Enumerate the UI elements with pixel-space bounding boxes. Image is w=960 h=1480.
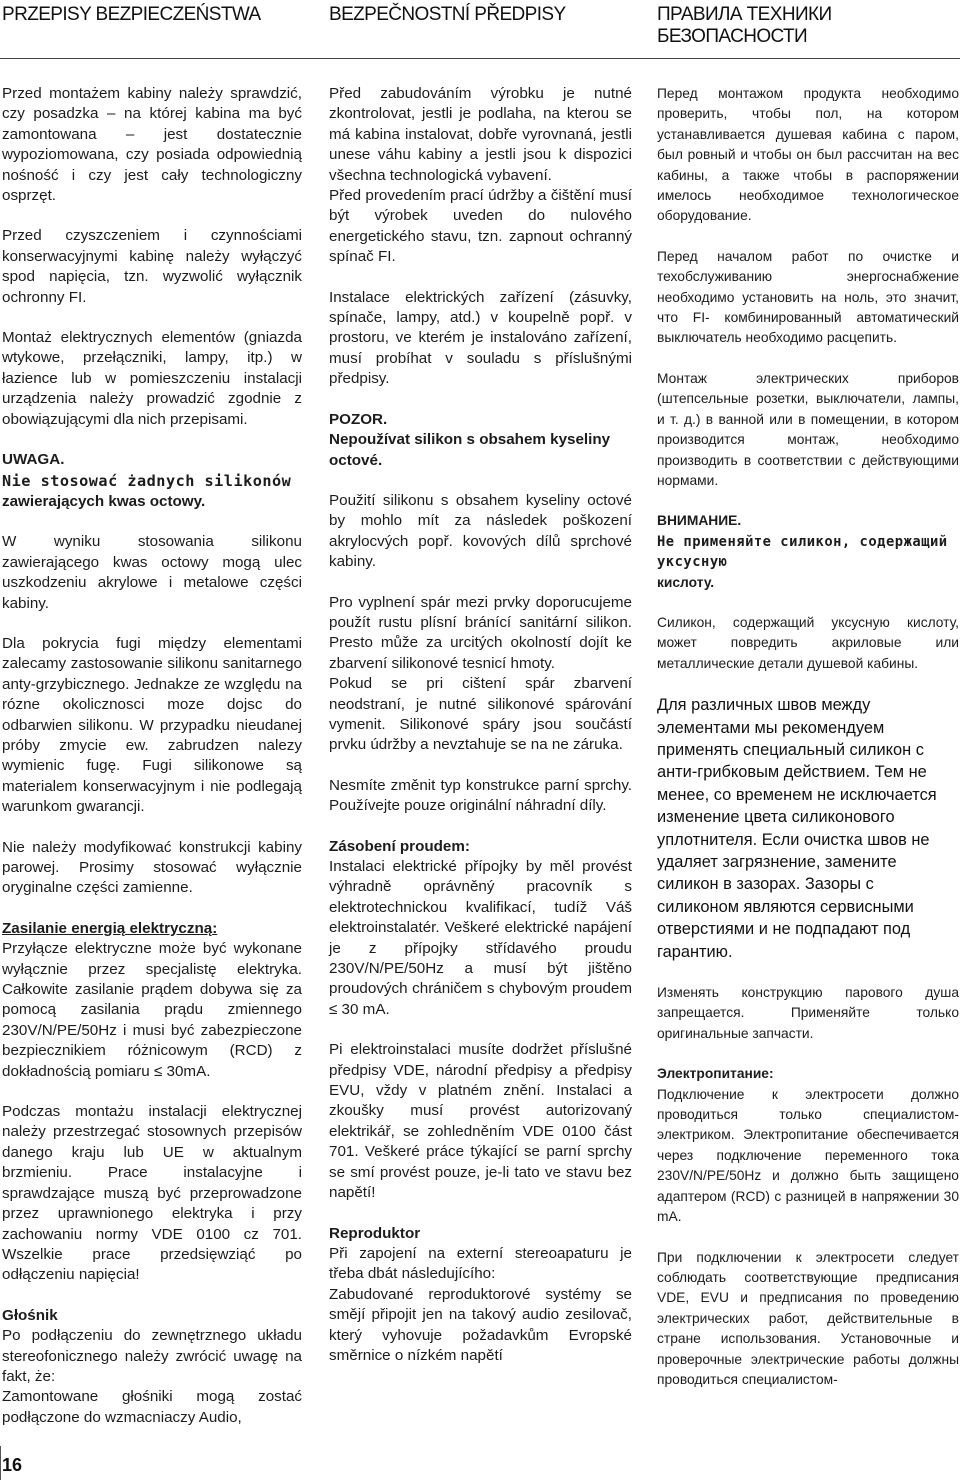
paragraph: W wyniku stosowania silikonu zawierającego kwas octowy mogą ulec uszkodzeniu akrylowe i metalowe części kabiny. (2, 533, 302, 612)
paragraph: Montaż elektrycznych elementów (gniazda wtykowe, przełączniki, lampy, itp.) w łazience lub w pomieszczeniu instalacji urządzenia należy prowadzić zgodnie z obowiązującymi dla nich przepisami. (2, 329, 302, 428)
paragraph: Po podłączeniu do zewnętrznego układu stereofonicznego należy zwrócić uwagę na fakt, że: (2, 1327, 302, 1385)
paragraph: Изменять конструкцию парового душа запрещается. Применяйте только оригинальные запчасти. (657, 985, 959, 1041)
page-number: 16 (2, 1455, 23, 1475)
warning-text-line1: Не применяйте силикон, содержащий уксусную (657, 533, 948, 571)
paragraph: Przyłącze elektryczne może być wykonane wyłącznie przez specjalistę elektryka. Całkowite zasilanie prądem dobywa się za pomocą zasilania prądu zmiennego 230V/N/PE/50Hz i musi być zabezpieczone bezpiecznikiem różnicowym (RCD) z dokładnością pomiaru ≤ 30mA. (2, 940, 302, 1080)
russian-section-title: ПРАВИЛА ТЕХНИКИ БЕЗОПАСНОСТИ (657, 4, 832, 47)
paragraph: Použití silikonu s obsahem kyseliny octové by mohlo mít za následek poškození akrylocvých popř. kovových dílů sprchové kabiny. (329, 491, 632, 571)
paragraph: Zabudované reproduktorové systémy se smějí připojit jen na takový audio zesilovač, který vyhovuje požadavkům Evropské směrnice o nízkém napětí (329, 1285, 632, 1364)
paragraph: Подключение к электросети должно проводиться только специалистом-электриком. Электропитание обеспечивается через подключение переменного тока 230V/N/PE/50Hz и должно быть защищено адаптером (RCD) с разницей в напряжении 30 mA. (657, 1086, 959, 1225)
power-section-title: Zasilanie energią elektryczną: (2, 919, 218, 937)
header-divider (0, 58, 960, 59)
power-section-title: Электропитание: (657, 1066, 774, 1082)
margin-rule (0, 1446, 1, 1480)
paragraph: Pi elektroinstalaci musíte dodržet příslušné předpisy VDE, národní předpisy a předpisy EVU, vždy v platném znění. Instalaci a zkoušky musí provést autorizovaný elektrikář, se zohledněním VDE 0100 část 701. Veškeré práce týkající se parní sprchy se smí provést pouze, je-li tato ve stavu bez napětí! (329, 1041, 632, 1202)
warning-title: POZOR. (329, 410, 388, 428)
warning-text-line2: zawierających kwas octowy. (2, 492, 206, 510)
speaker-section-title: Głośnik (2, 1306, 58, 1324)
paragraph: При подключении к электросети следует соблюдать соответствующие предписания VDE, EVU и предписания по проведению электрических работ, действительные в стране использования. Установочные и проверочные электрические работы должны проводиться специалистом- (657, 1249, 959, 1387)
paragraph: Силикон, содержащий уксусную кислоту, может повредить акриловые или металлические детали душевой кабины. (657, 614, 959, 671)
paragraph: Nie należy modyfikować konstrukcji kabiny parowej. Prosimy stosować wyłącznie oryginalne części zamienne. (2, 838, 302, 897)
warning-title: ВНИМАНИЕ. (657, 513, 742, 529)
paragraph: Před provedením prací údržby a čištění musí být výrobek uveden do nulového energetického stavu, tzn. zapnout ochranný spínač FI. (329, 187, 632, 266)
russian-column (657, 84, 959, 1390)
paragraph: Pokud se pri cištení spár zbarvení neodstraní, je nutné silikonové spárování vymenit. Silikonové spáry jsou součástí prvku údržby a nevztahuje se na ne záruka. (329, 675, 632, 754)
czech-section-title: BEZPEČNOSTNÍ PŘEDPISY (329, 4, 566, 25)
warning-text-line1: Nie stosować żadnych silikonów (2, 471, 292, 490)
paragraph: Для различных швов между элементами мы рекомендуем применять специальный силикон с анти-грибковым действием. Тем не менее, со временем не исключается изменение цвета силиконового уплотнителя. Если очистка швов не удаляет загрязнение, замените силикон в зазорах. Зазоры с силиконом являются сервисными отверстиями и не подпадают под гарантию. (657, 696, 937, 961)
paragraph: Перед монтажом продукта необходимо проверить, чтобы пол, на котором устанавливается душевая кабина с паром, был ровный и чтобы он был рассчитан на вес кабины, а также чтобы в распоряжении имелось необходимое технологическое оборудование. (657, 86, 959, 224)
speaker-section-title: Reproduktor (329, 1224, 421, 1242)
paragraph: Instalaci elektrické přípojky by měl provést výhradně oprávněný pracovník s elektrotechnickou kvalifikací, tudíž Váš elektroinstalatér. Veškeré elektrické napájení je z přípojky střídavého proudu 230V/N/PE/50Hz a musí být jištěno proudových chráničem s chybovým proudem ≤ 30 mA. (329, 858, 632, 1018)
paragraph: Монтаж электрических приборов (штепсельные розетки, выключатели, лампы, и т. д.) в ванной или в помещении, в котором производится монтаж, необходимо производить в соответствии с действующими нормами. (657, 370, 959, 488)
paragraph: Před zabudováním výrobku je nutné zkontrolovat, jestli je podlaha, na kterou se má kabina instalovat, dobře vyrovnaná, jestli unese váhu kabiny a jestli jsou k dispozici všechna technologická vybavení. (329, 85, 632, 184)
paragraph: Pro vyplnení spár mezi prvky doporucujeme použít rustu plísní bránící sanitární silikon. Presto může za urcitých okolností dojít ke zbarvení silikonové tesnicí hmoty. (329, 593, 632, 672)
paragraph: Dla pokrycia fugi między elementami zalecamy zastosowanie silikonu sanitarnego anty-grzybicznego. Jednakze ze względu na rózne okolicznosci moze dojsc do odbarwien silikonu. W przypadku nieudanej próby zmycie ew. zabrudzen nalezy wymienic fugę. Fugi silikonowe są materialem konserwacyjnym i nie podlegają warunkom gwarancji. (2, 634, 302, 816)
warning-text-line2: кислоту. (657, 574, 715, 590)
paragraph: Instalace elektrických zařízení (zásuvky, spínače, lampy, atd.) v koupelně popř. v prostoru, ve kterém je instalováno zařízení, musí probíhat v souladu s příslušnými předpisy. (329, 288, 632, 388)
paragraph: Při zapojení na externí stereoapaturu je třeba dbát následujícího: (329, 1244, 632, 1283)
czech-column (329, 84, 632, 1366)
paragraph: Przed czyszczeniem i czynnościami konserwacyjnymi kabinę należy wyłączyć spod napięcia, tzn. wyzwolić wyłącznik ochronny FI. (2, 227, 302, 306)
power-section-title: Zásobení proudem: (329, 837, 470, 855)
paragraph: Zamontowane głośniki mogą zostać podłączone do wzmacniaczy Audio, (2, 1388, 302, 1426)
warning-text (657, 532, 959, 593)
polish-section-title: PRZEPISY BEZPIECZEŃSTWA (2, 4, 261, 25)
warning-title: UWAGA. (2, 451, 65, 469)
paragraph: Przed montażem kabiny należy sprawdzić, czy posadzka – na której kabina ma być zamontowana – jest dostatecznie wypoziomowana, czy posiada odpowiednią nośność i czy jest cały technologiczny osprzęt. (2, 85, 302, 205)
warning-text: Nepoužívat silikon s obsahem kyseliny octové. (329, 431, 611, 469)
paragraph: Перед началом работ по очистке и техобслуживанию энергоснабжение необходимо установить на ноль, это значит, что FI- комбинированный автоматический выключатель необходимо расцепить. (657, 248, 959, 346)
warning-text (2, 471, 302, 513)
page-header (0, 0, 960, 62)
paragraph: Podczas montażu instalacji elektrycznej należy przestrzegać stosownych przepisów danego kraju lub UE w aktualnym brzmieniu. Prace instalacyjne i sprawdzające muszą być przeprowadzone przez uprawnionego elektryka i przy zachowaniu normy VDE 0100 cz 701. Wszelkie prace przedsięwziąć po odłączeniu napięcia! (2, 1103, 302, 1284)
polish-column (2, 84, 302, 1428)
paragraph: Nesmíte změnit typ konstrukce parní sprchy. Používejte pouze originální náhradní díly. (329, 776, 632, 815)
